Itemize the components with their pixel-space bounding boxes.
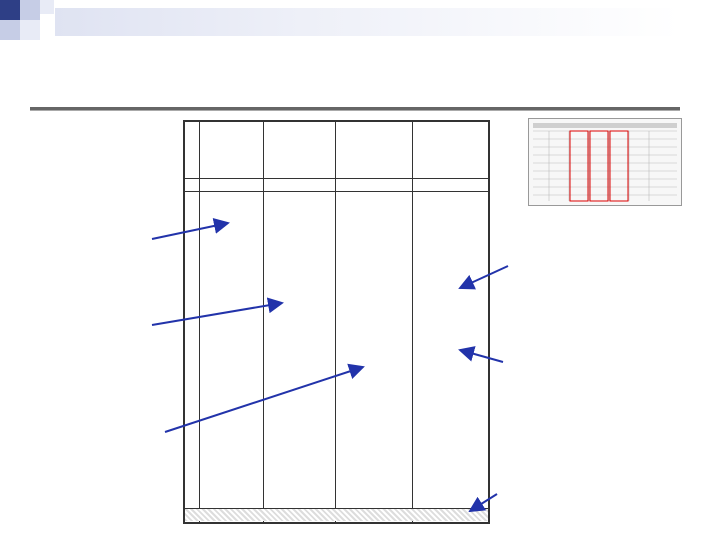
title-rule: [30, 107, 680, 110]
worksheet-form: [183, 120, 490, 524]
header-band: [55, 8, 680, 36]
header-block: [528, 11, 668, 12]
footer-row: [185, 509, 488, 521]
form-thumbnail: [528, 118, 682, 206]
form-thumbnail-graphic: [529, 119, 681, 205]
units-row: [185, 179, 488, 191]
